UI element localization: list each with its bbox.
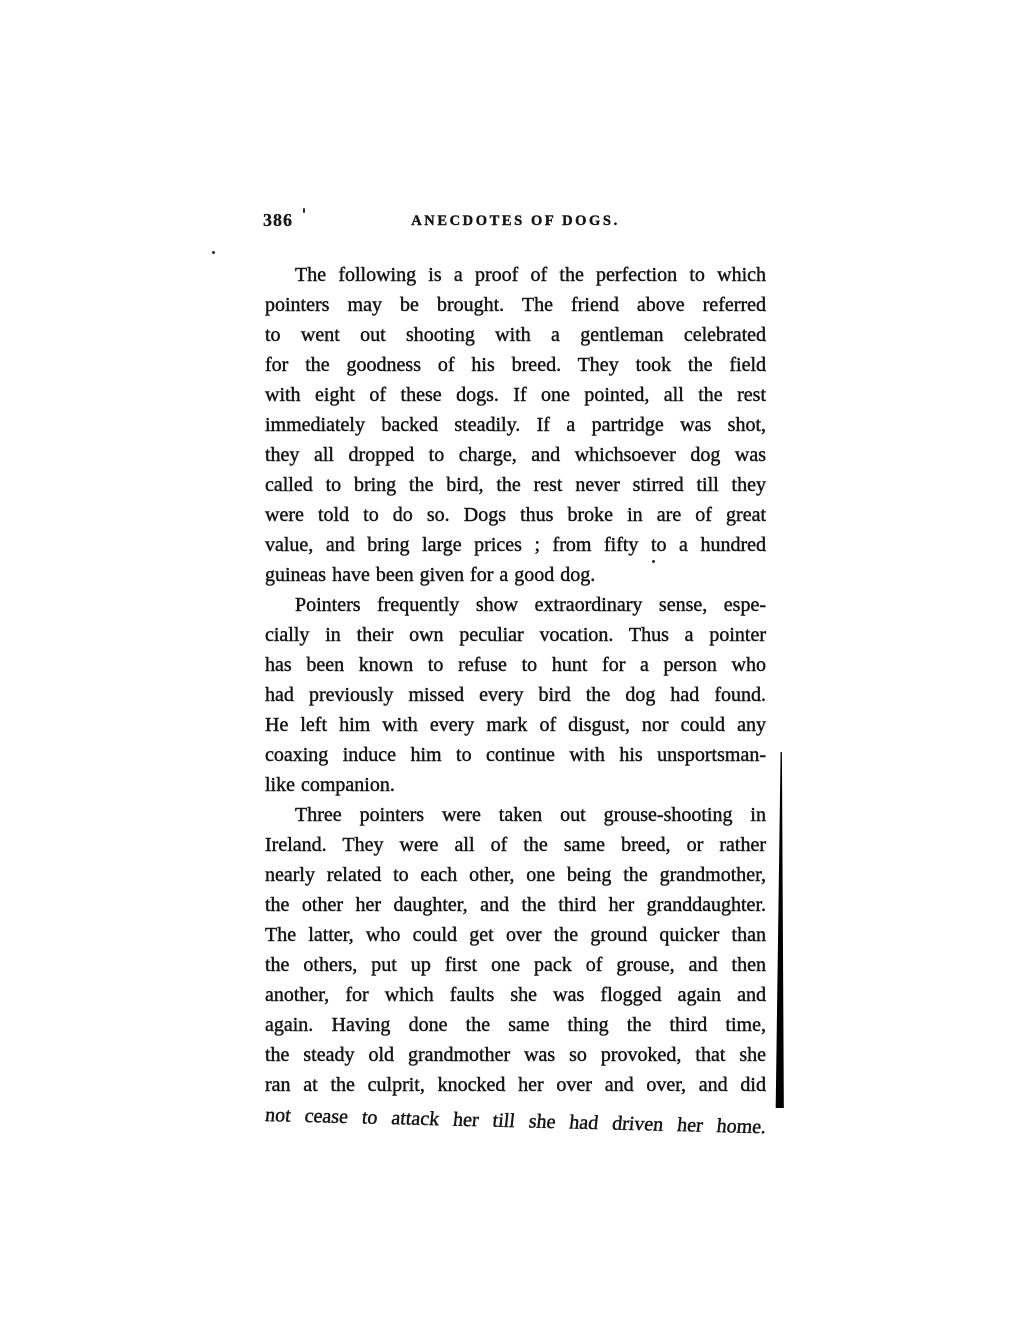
text-line: nearly related to each other, one being the grandmother, [265,864,766,886]
page-number: 386 [263,210,293,230]
text-body [264,260,768,1139]
text-line: they all dropped to charge, and whichsoever dog was [265,444,766,466]
text-line: value, and bring large prices ; from fifty to a hundred [265,534,766,556]
running-title: ANECDOTES OF DOGS. [411,213,620,229]
text-line: called to bring the bird, the rest never stirred till they [265,474,766,496]
text-line: The following is a proof of the perfection to which [295,264,766,286]
text-line: not cease to attack her till she had driven her home. [264,1104,768,1139]
ink-speck [212,251,215,254]
text-line: with eight of these dogs. If one pointed, all the rest [265,384,766,406]
text-line: Pointers frequently show extraordinary sense, espe- [295,594,766,616]
ink-speck [303,208,305,213]
text-line: The latter, who could get over the ground quicker than [265,924,766,946]
text-line: another, for which faults she was flogged again and [265,984,766,1006]
text-line: again. Having done the same thing the third time, [265,1014,766,1036]
text-line: guineas have been given for a good dog. [265,564,596,586]
text-line: to went out shooting with a gentleman celebrated [265,324,766,346]
text-line: had previously missed every bird the dog had found. [265,684,766,706]
ink-speck [652,560,655,563]
text-line: Three pointers were taken out grouse-shooting in [295,804,766,826]
text-line: pointers may be brought. The friend above referred [265,294,766,316]
text-line: has been known to refuse to hunt for a person who [265,654,766,676]
text-line: the other her daughter, and the third her granddaughter. [265,894,766,916]
text-line: like companion. [265,774,395,796]
text-line: coaxing induce him to continue with his unsportsman- [265,744,766,766]
paragraph [265,260,766,590]
text-line: for the goodness of his breed. They took the field [265,354,766,376]
text-line: cially in their own peculiar vocation. Thus a pointer [265,624,766,646]
running-header [265,210,766,232]
scan-artifact-bar [774,752,786,1108]
paragraph [265,590,766,800]
text-line: ran at the culprit, knocked her over and over, and did [265,1074,766,1096]
text-line: immediately backed steadily. If a partridge was shot, [265,414,766,436]
text-line: the others, put up first one pack of grouse, and then [265,954,766,976]
paragraph [264,800,768,1139]
text-line: the steady old grandmother was so provoked, that she [265,1044,766,1066]
text-line: were told to do so. Dogs thus broke in are of great [265,504,766,526]
text-line: He left him with every mark of disgust, nor could any [265,714,766,736]
text-line: Ireland. They were all of the same breed, or rather [265,834,766,856]
text-column [263,210,768,1139]
